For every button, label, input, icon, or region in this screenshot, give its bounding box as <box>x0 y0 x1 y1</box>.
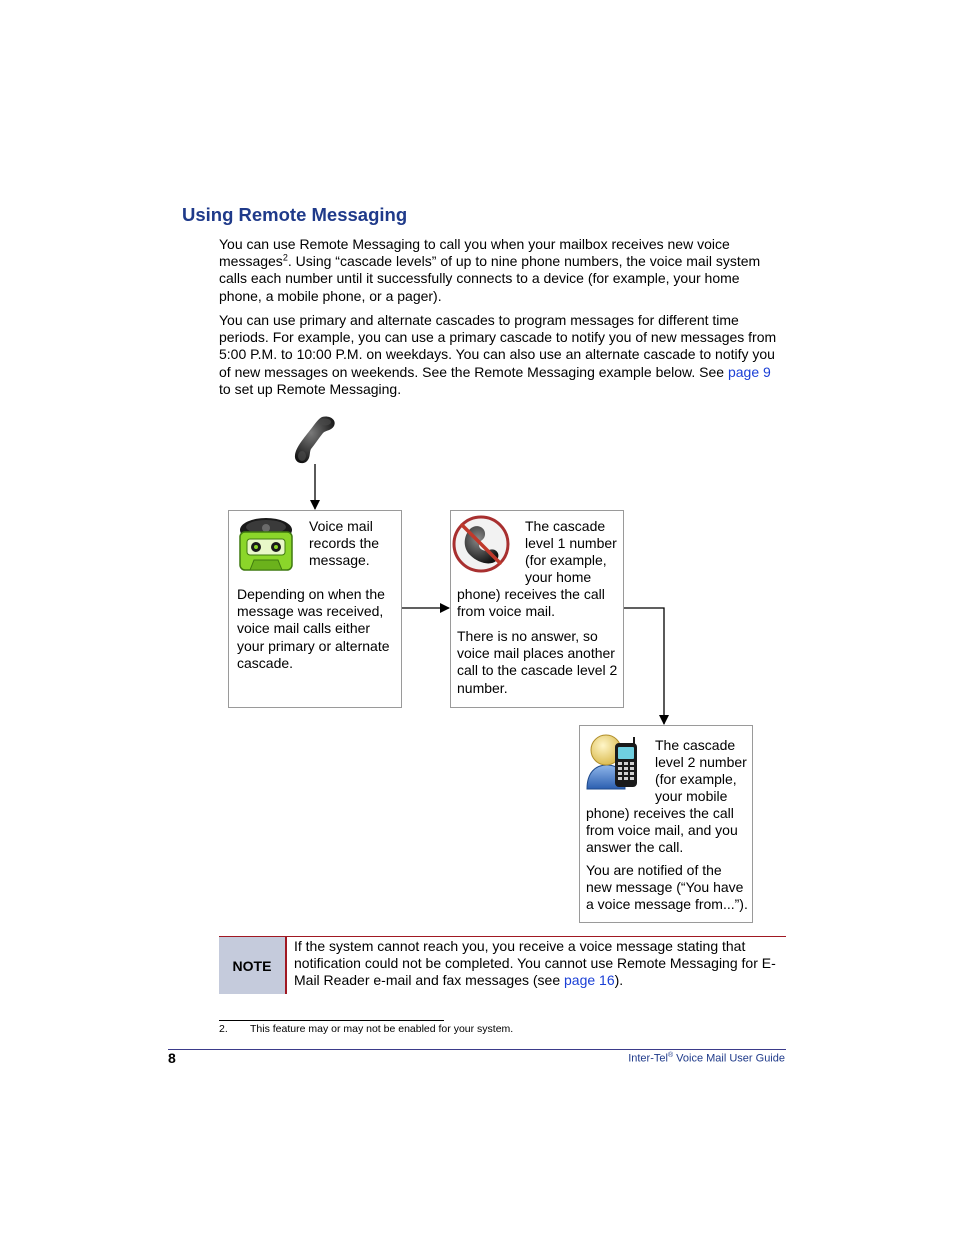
footnote-rule <box>219 1020 444 1021</box>
footer-guide-title <box>628 1052 785 1065</box>
no-answer-phone-icon <box>452 515 512 575</box>
note-text-b: ). <box>614 972 624 989</box>
section-heading: Using Remote Messaging <box>182 204 408 225</box>
box2-line4: your home <box>525 569 592 585</box>
box1-body: Depending on when the message was received, voice mail calls either your primary or alternate cascade. <box>237 586 390 671</box>
box3-line3: (for example, <box>655 771 737 787</box>
note-text <box>294 938 784 990</box>
note-top-rule <box>219 936 786 937</box>
box1-line2: records the <box>309 535 380 551</box>
page-number: 8 <box>168 1050 176 1066</box>
page-9-link[interactable]: page 9 <box>727 363 771 380</box>
arrow-level1-to-level2 <box>624 608 664 724</box>
box3-rest: phone) receives the call from voice mail, and you answer the call. <box>586 805 738 856</box>
note-text-a: If the system cannot reach you, you receive a voice message stating that notification could not be completed. You cannot use Remote Messaging for E-Mail Reader e-mail and fax messages (see <box>294 938 776 989</box>
note-label: NOTE <box>219 937 285 994</box>
footnote-text: This feature may or may not be enabled for your system. <box>250 1023 514 1035</box>
box1-line3: message. <box>309 552 370 568</box>
intro-text-b: . Using “cascade levels” of up to nine phone numbers, the voice mail system calls each number until it successfully connects to a device (for example, your home phone, a mobile phone, or a pager). <box>219 253 761 304</box>
box3-body: You are notified of the new message (“You have a voice message from...”). <box>586 862 748 913</box>
phone-handset-icon <box>292 414 338 466</box>
page-16-link[interactable]: page 16 <box>564 972 615 989</box>
footnote-number: 2. <box>219 1023 228 1035</box>
cascade-text-a: You can use primary and alternate cascades to program messages for different time periods. For example, you can use a primary cascade to notify you of new messages from 5:00 P.M. to 10:00 P.M. on weekdays. You can also use an alternate cascade to notify you of new messages on weekends. See the Remote Messaging example below. See <box>219 312 777 380</box>
box2-line2: level 1 number <box>525 535 617 551</box>
box2-line3: (for example, <box>525 552 607 568</box>
cascade-text-b: to set up Remote Messaging. <box>219 380 402 397</box>
note-accent-bar <box>285 937 287 994</box>
voicemail-cassette-icon <box>236 516 298 574</box>
box3-line4: your mobile <box>655 788 728 804</box>
footnote-reference[interactable]: 2 <box>282 252 288 263</box>
mobile-user-icon <box>585 731 645 791</box>
intro-text-a: You can use Remote Messaging to call you when your mailbox receives new voice messages <box>219 236 730 270</box>
registered-mark: ® <box>667 1052 674 1059</box>
box2-line1: The cascade <box>525 518 606 534</box>
box2-rest: phone) receives the call from voice mail. <box>457 586 605 620</box>
box3-line1: The cascade <box>655 737 736 753</box>
box2-body: There is no answer, so voice mail places another call to the cascade level 2 number. <box>457 628 618 696</box>
footer-rule <box>168 1049 786 1050</box>
box3-line2: level 2 number <box>655 754 747 770</box>
box1-line1: Voice mail <box>309 518 373 534</box>
footer-brand: Inter-Tel <box>628 1052 668 1065</box>
footer-title-text: Voice Mail User Guide <box>673 1052 785 1065</box>
